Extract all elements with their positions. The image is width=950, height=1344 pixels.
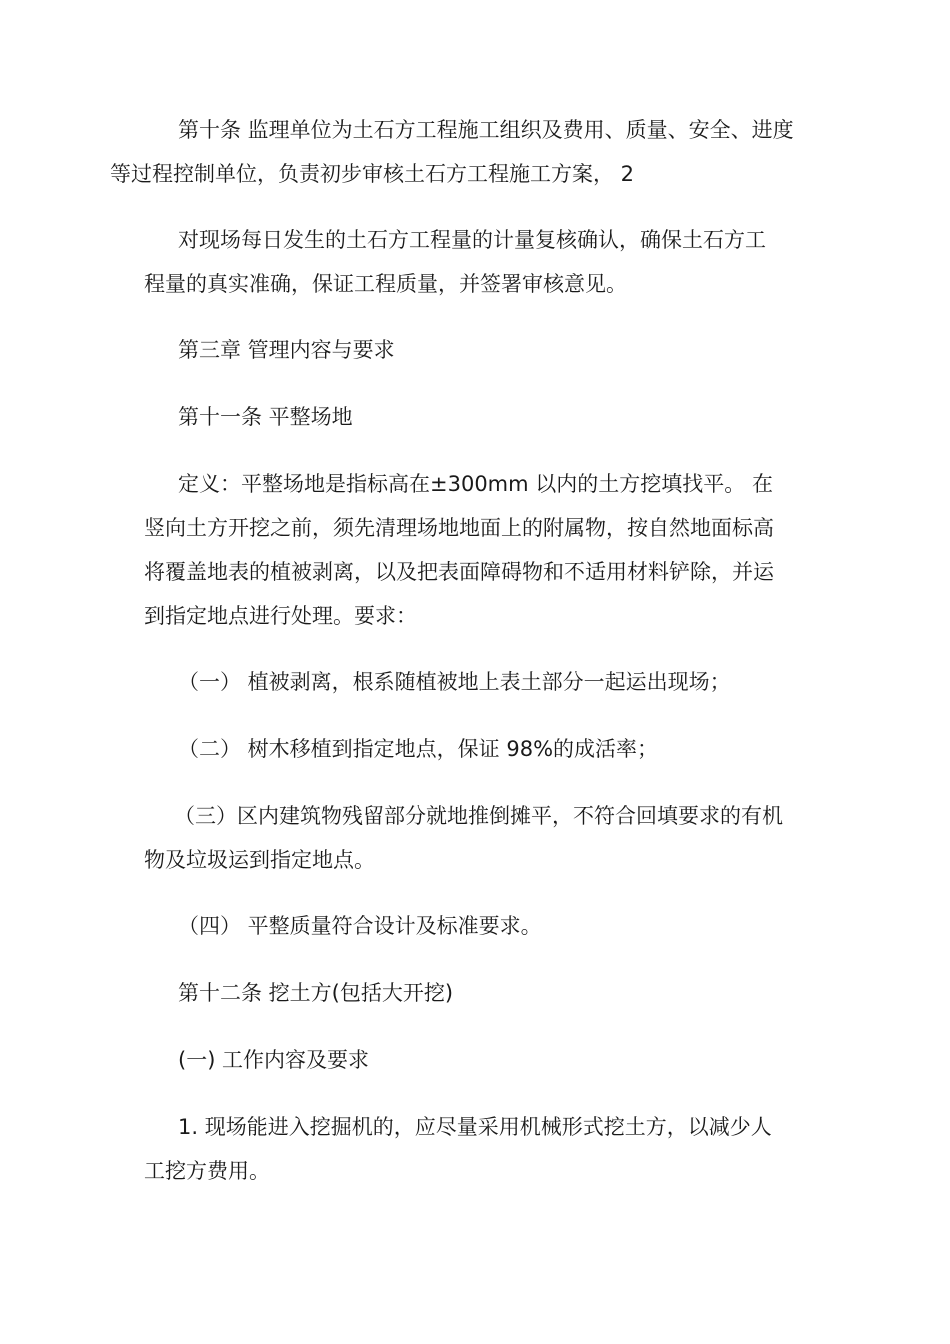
text-line: （二） 树木移植到指定地点，保证 98%的成活率； [178,737,659,761]
text-line: (一) 工作内容及要求 [178,1048,370,1072]
text-line: 1. 现场能进入挖掘机的，应尽量采用机械形式挖土方，以减少人 [178,1115,772,1139]
text-line: 对现场每日发生的土石方工程量的计量复核确认，确保土石方工 [178,228,766,252]
text-line: 第十二条 挖土方(包括大开挖) [178,981,454,1005]
text-line: 等过程控制单位，负责初步审核土石方工程施工方案， 2 [110,162,635,186]
text-line: 程量的真实准确，保证工程质量，并签署审核意见。 [144,272,627,296]
document-page [110,108,808,1215]
list-item-4 [144,904,808,948]
paragraph-excavation-1 [144,1105,808,1193]
text-line: 工挖方费用。 [144,1159,270,1183]
text-line: 将覆盖地表的植被剥离，以及把表面障碍物和不适用材料铲除，并运 [144,560,774,584]
text-line: 物及垃圾运到指定地点。 [144,848,375,872]
text-line: 竖向土方开挖之前，须先清理场地地面上的附属物，按自然地面标高 [144,516,774,540]
article-12-heading [144,971,808,1015]
text-line: 第三章 管理内容与要求 [178,338,395,362]
article-11-heading [144,395,808,439]
text-line: （三）区内建筑物残留部分就地推倒摊平，不符合回填要求的有机 [174,804,783,828]
text-line: （四） 平整质量符合设计及标准要求。 [178,914,542,938]
text-line: 第十条 监理单位为土石方工程施工组织及费用、质量、安全、进度 [178,118,794,142]
paragraph-definition [144,462,808,638]
text-line: 第十一条 平整场地 [178,405,353,429]
paragraph-article-10 [110,108,808,196]
text-line: 到指定地点进行处理。要求： [144,604,417,628]
list-item-2 [144,727,808,771]
chapter-3-heading [144,328,808,372]
paragraph-verification [144,218,808,306]
sub-heading-work-content [144,1038,808,1082]
list-item-1 [144,660,808,704]
text-line: （一） 植被剥离，根系随植被地上表土部分一起运出现场； [178,670,731,694]
list-item-3 [144,794,808,882]
text-line: 定义：平整场地是指标高在±300mm 以内的土方挖填找平。 在 [178,472,773,496]
